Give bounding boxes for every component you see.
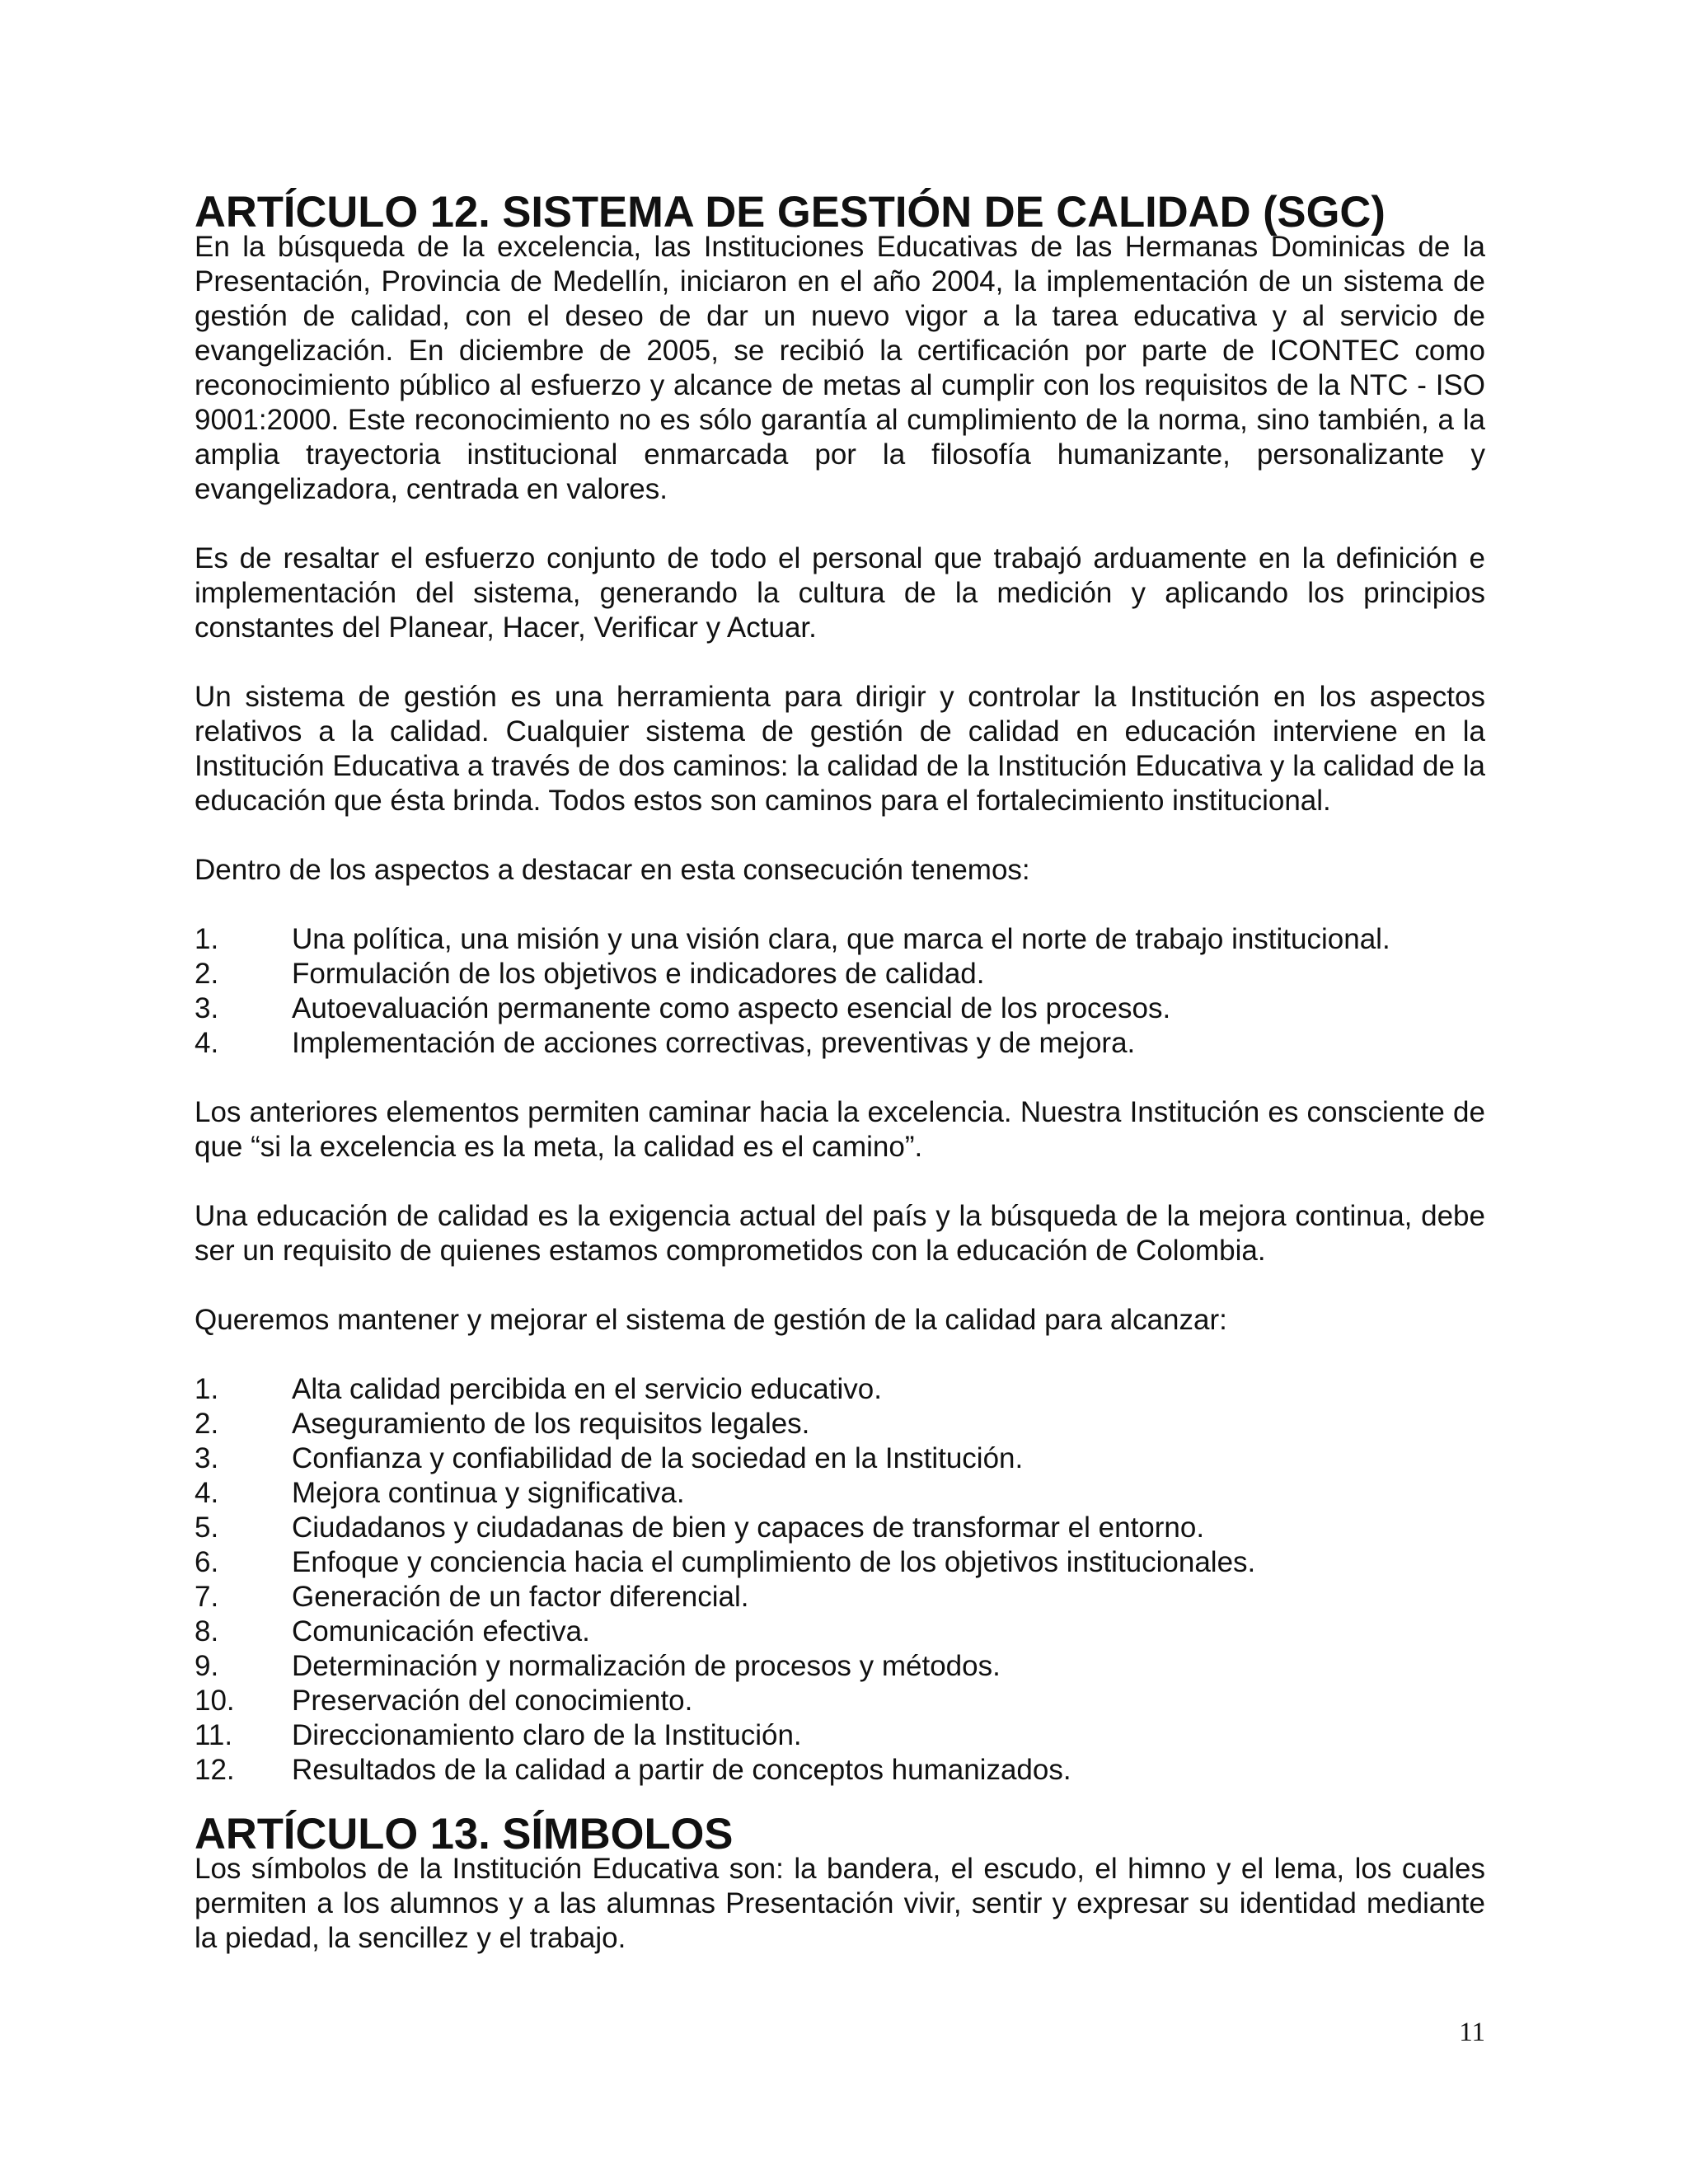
list-text: Mejora continua y significativa. <box>292 1477 685 1509</box>
list-number: 1. <box>195 923 219 955</box>
list-text: Alta calidad percibida en el servicio educativo. <box>292 1373 882 1405</box>
list-item <box>195 1684 1485 1718</box>
aspects-list <box>195 922 1485 1061</box>
goals-intro-paragraph: Queremos mantener y mejorar el sistema de gestión de la calidad para alcanzar: <box>195 1304 1227 1336</box>
list-item <box>195 1372 1485 1407</box>
document-page <box>195 188 1485 1956</box>
list-number: 4. <box>195 1027 219 1059</box>
list-item <box>195 991 1485 1026</box>
symbols-paragraph: Los símbolos de la Institución Educativa son: la bandera, el escudo, el himno y el lema, los cuales permiten a los alumnos y a las alumnas Presentación vivir, sentir y expresar su identidad mediante la piedad, la sencillez y el trabajo. <box>195 1853 1485 1954</box>
list-number: 3. <box>195 1442 219 1474</box>
list-number: 4. <box>195 1477 219 1509</box>
article-13-heading: ARTÍCULO 13. SÍMBOLOS <box>195 1810 734 1858</box>
list-text: Confianza y confiabilidad de la sociedad en la Institución. <box>292 1442 1024 1474</box>
list-text: Una política, una misión y una visión clara, que marca el norte de trabajo institucional. <box>292 923 1390 955</box>
list-text: Direccionamiento claro de la Institución. <box>292 1719 802 1751</box>
list-text: Resultados de la calidad a partir de conceptos humanizados. <box>292 1754 1071 1786</box>
list-item <box>195 1511 1485 1545</box>
list-number: 10. <box>195 1685 235 1717</box>
list-text: Preservación del conocimiento. <box>292 1685 693 1717</box>
list-text: Implementación de acciones correctivas, preventivas y de mejora. <box>292 1027 1136 1059</box>
list-number: 6. <box>195 1546 219 1578</box>
list-number: 1. <box>195 1373 219 1405</box>
aspects-intro-paragraph: Dentro de los aspectos a destacar en esta consecución tenemos: <box>195 854 1030 886</box>
list-item <box>195 1545 1485 1580</box>
list-item <box>195 1407 1485 1441</box>
list-item <box>195 1441 1485 1476</box>
list-text: Autoevaluación permanente como aspecto esencial de los procesos. <box>292 992 1171 1024</box>
list-text: Comunicación efectiva. <box>292 1615 590 1647</box>
list-item <box>195 1718 1485 1753</box>
excellence-paragraph: Los anteriores elementos permiten caminar hacia la excelencia. Nuestra Institución es consciente de que “si la excelencia es la meta, la calidad es el camino”. <box>195 1096 1485 1163</box>
list-number: 8. <box>195 1615 219 1647</box>
list-text: Enfoque y conciencia hacia el cumplimiento de los objetivos institucionales. <box>292 1546 1256 1578</box>
list-number: 2. <box>195 1408 219 1440</box>
article-12-heading: ARTÍCULO 12. SISTEMA DE GESTIÓN DE CALIDAD (SGC) <box>195 188 1386 237</box>
list-number: 5. <box>195 1511 219 1544</box>
list-number: 9. <box>195 1650 219 1682</box>
list-item <box>195 1649 1485 1684</box>
list-number: 2. <box>195 958 219 990</box>
list-number: 11. <box>195 1719 233 1751</box>
list-number: 12. <box>195 1754 235 1786</box>
goals-list <box>195 1372 1485 1788</box>
management-system-paragraph: Un sistema de gestión es una herramienta para dirigir y controlar la Institución en los aspectos relativos a la calidad. Cualquier sistema de gestión de calidad en educación interviene en la Institución Educativa a través de dos caminos: la calidad de la Institución Educativa y la calidad de la educación que ésta brinda. Todos estos son caminos para el fortalecimiento institucional. <box>195 681 1485 817</box>
list-item <box>195 1753 1485 1788</box>
list-number: 3. <box>195 992 219 1024</box>
list-text: Aseguramiento de los requisitos legales. <box>292 1408 810 1440</box>
page-number: 11 <box>1459 2018 1485 2047</box>
list-item <box>195 1476 1485 1511</box>
list-item <box>195 1615 1485 1649</box>
list-item <box>195 1026 1485 1061</box>
article-12-intro-paragraph: En la búsqueda de la excelencia, las Instituciones Educativas de las Hermanas Dominicas de la Presentación, Provincia de Medellín, iniciaron en el año 2004, la implementación de un sistema de gestión de calidad, con el deseo de dar un nuevo vigor a la tarea educativa y al servicio de evangelización. En diciembre de 2005, se recibió la certificación por parte de ICONTEC como reconocimiento público al esfuerzo y alcance de metas al cumplir con los requisitos de la NTC - ISO 9001:2000. Este reconocimiento no es sólo garantía al cumplimiento de la norma, sino también, a la amplia trayectoria institucional enmarcada por la filosofía humanizante, personalizante y evangelizadora, centrada en valores. <box>195 231 1485 505</box>
quality-education-paragraph: Una educación de calidad es la exigencia actual del país y la búsqueda de la mejora continua, debe ser un requisito de quienes estamos comprometidos con la educación de Colombia. <box>195 1200 1485 1267</box>
list-item <box>195 957 1485 991</box>
list-text: Ciudadanos y ciudadanas de bien y capaces de transformar el entorno. <box>292 1511 1205 1544</box>
list-item <box>195 922 1485 957</box>
list-text: Formulación de los objetivos e indicadores de calidad. <box>292 958 985 990</box>
list-text: Generación de un factor diferencial. <box>292 1581 749 1613</box>
list-number: 7. <box>195 1581 219 1613</box>
list-text: Determinación y normalización de procesos y métodos. <box>292 1650 1001 1682</box>
list-item <box>195 1580 1485 1615</box>
effort-paragraph: Es de resaltar el esfuerzo conjunto de todo el personal que trabajó arduamente en la definición e implementación del sistema, generando la cultura de la medición y aplicando los principios constantes del Planear, Hacer, Verificar y Actuar. <box>195 542 1485 644</box>
